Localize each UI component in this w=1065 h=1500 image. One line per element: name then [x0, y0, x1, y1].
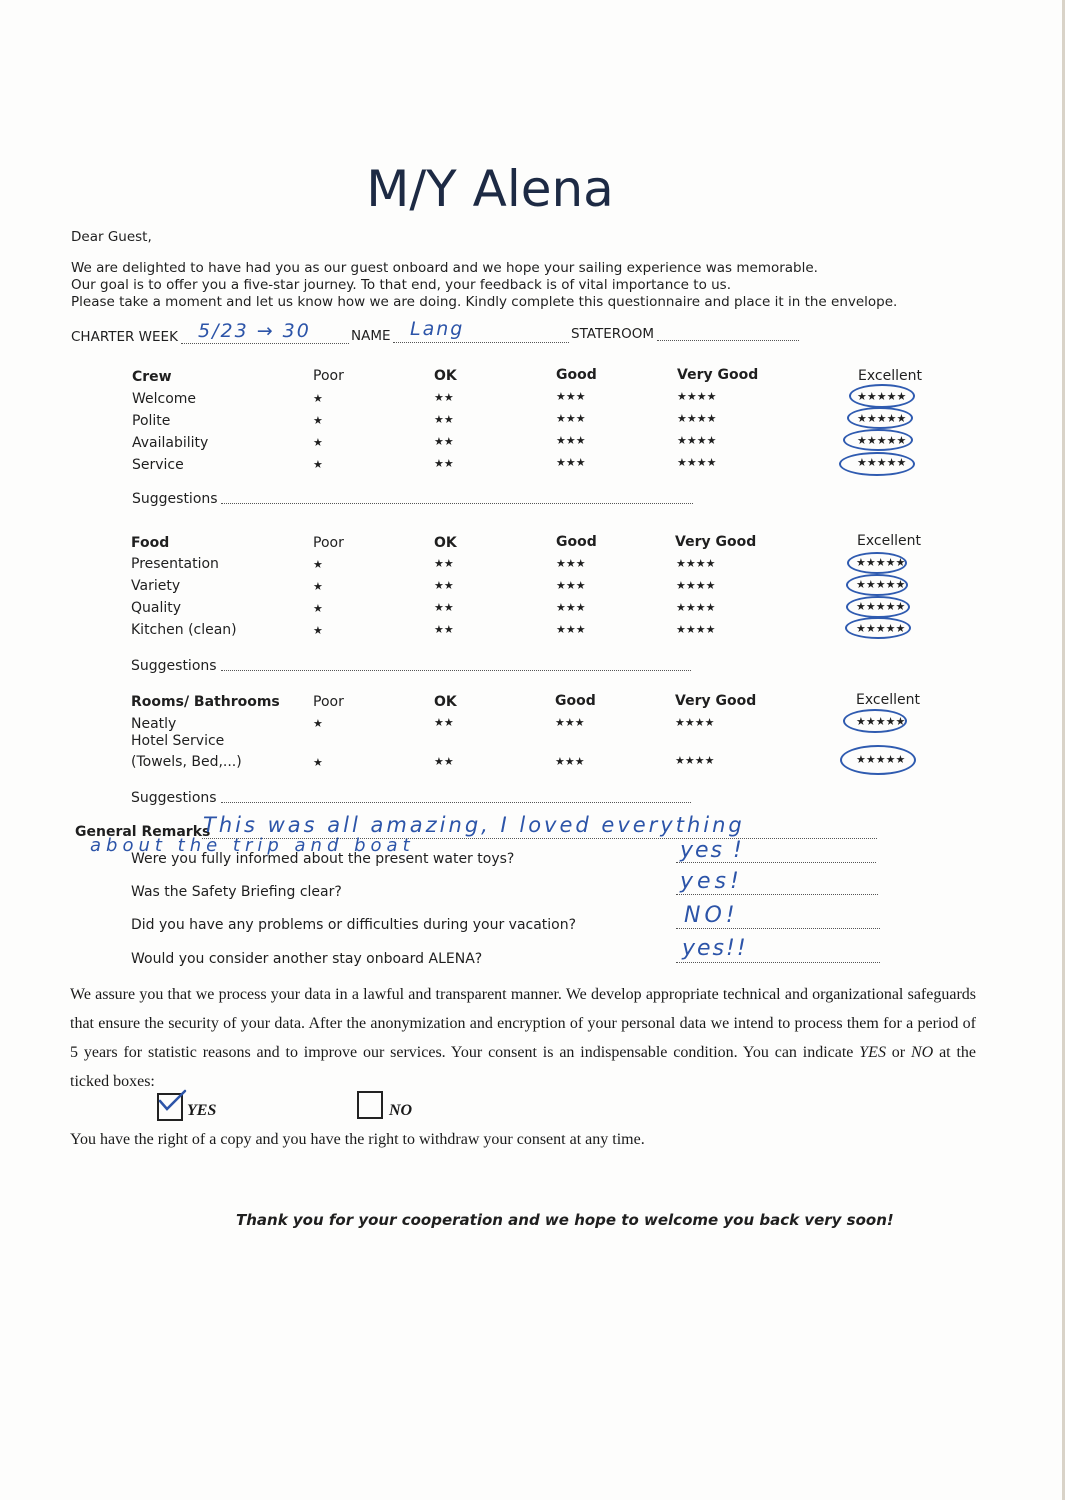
star-good[interactable]: ★★★ [555, 755, 585, 768]
rooms-suggestions-label: Suggestions [131, 790, 217, 806]
answer-line [676, 894, 878, 895]
question-problems: Did you have any problems or difficulties during your vacation? [131, 917, 577, 933]
crew-suggestions-label: Suggestions [132, 491, 218, 507]
col-excellent-header: Excellent [856, 692, 920, 708]
consent-no-label: NO [389, 1102, 413, 1119]
answer-another-stay-field[interactable]: yes!! [682, 936, 748, 961]
star-good[interactable]: ★★★ [556, 557, 586, 570]
answer-problems-field[interactable]: NO! [684, 903, 739, 928]
consent-text-2: at the ticked boxes: [70, 1044, 977, 1090]
name-label: NAME [351, 328, 391, 344]
answer-line [676, 962, 880, 963]
star-ok[interactable]: ★★ [434, 623, 454, 636]
col-excellent-header: Excellent [858, 368, 922, 384]
greeting: Dear Guest, [71, 229, 152, 245]
selected-rating-circle [845, 617, 911, 639]
star-verygood[interactable]: ★★★★ [676, 623, 716, 636]
star-ok[interactable]: ★★ [434, 579, 454, 592]
general-remarks-continuation: about the trip and boat [90, 835, 415, 856]
selected-rating-circle [843, 709, 907, 733]
selected-rating-circle [839, 452, 915, 476]
intro-line-3: Please take a moment and let us know how we are doing. Kindly complete this questionnaire and place it in the envelope. [71, 294, 898, 310]
col-excellent-header: Excellent [857, 533, 921, 549]
charter-week-field[interactable]: 5/23 → 30 [198, 320, 311, 342]
col-verygood-header: Very Good [675, 534, 757, 550]
col-poor-header: Poor [313, 694, 344, 710]
general-remarks-field[interactable]: This was all amazing, I loved everything [203, 813, 745, 837]
star-ok[interactable]: ★★ [434, 413, 454, 426]
intro-line-2: Our goal is to offer you a five-star journey. To that end, your feedback is of vital importance to us. [71, 277, 732, 293]
star-excellent[interactable]: ★★★★★ [856, 556, 906, 569]
selected-rating-circle [846, 596, 910, 618]
general-remarks-label: General Remarks [75, 824, 211, 840]
star-verygood[interactable]: ★★★★ [676, 579, 716, 592]
rooms-header: Rooms/ Bathrooms [131, 694, 280, 710]
col-poor-header: Poor [313, 368, 344, 384]
rooms-hotel-service-label: Hotel Service [131, 733, 225, 749]
data-consent-paragraph [70, 980, 976, 1096]
consent-yes-label: YES [187, 1102, 217, 1119]
crew-availability-label: Availability [132, 435, 209, 451]
star-poor[interactable]: ★ [313, 602, 323, 615]
star-good[interactable]: ★★★ [556, 390, 586, 403]
question-water-toys: Were you fully informed about the present water toys? [131, 851, 515, 867]
star-ok[interactable]: ★★ [434, 601, 454, 614]
star-poor[interactable]: ★ [313, 558, 323, 571]
crew-welcome-label: Welcome [132, 391, 197, 407]
answer-safety-briefing-field[interactable]: yes! [680, 869, 743, 894]
crew-header: Crew [132, 369, 172, 385]
star-ok[interactable]: ★★ [434, 457, 454, 470]
consent-no-word: NO [910, 1044, 934, 1061]
star-verygood[interactable]: ★★★★ [675, 754, 715, 767]
food-quality-label: Quality [131, 600, 182, 616]
star-excellent[interactable]: ★★★★★ [857, 434, 907, 447]
rooms-suggestions-field[interactable] [221, 802, 691, 803]
star-verygood[interactable]: ★★★★ [677, 390, 717, 403]
star-ok[interactable]: ★★ [434, 755, 454, 768]
food-kitchen-label: Kitchen (clean) [131, 622, 237, 638]
star-excellent[interactable]: ★★★★★ [856, 578, 906, 591]
star-poor[interactable]: ★ [313, 458, 323, 471]
col-ok-header: OK [434, 694, 457, 710]
selected-rating-circle [840, 745, 916, 775]
star-verygood[interactable]: ★★★★ [676, 601, 716, 614]
star-good[interactable]: ★★★ [556, 601, 586, 614]
answer-line [676, 928, 880, 929]
star-poor[interactable]: ★ [313, 392, 323, 405]
star-ok[interactable]: ★★ [434, 716, 454, 729]
rooms-neatly-label: Neatly [131, 716, 177, 732]
star-excellent[interactable]: ★★★★★ [856, 600, 906, 613]
food-presentation-label: Presentation [131, 556, 219, 572]
answer-water-toys-field[interactable]: yes ! [680, 838, 744, 863]
star-verygood[interactable]: ★★★★ [675, 716, 715, 729]
star-excellent[interactable]: ★★★★★ [856, 753, 906, 766]
checkmark-icon [157, 1089, 187, 1115]
star-good[interactable]: ★★★ [556, 456, 586, 469]
star-ok[interactable]: ★★ [434, 435, 454, 448]
star-verygood[interactable]: ★★★★ [677, 412, 717, 425]
star-poor[interactable]: ★ [313, 436, 323, 449]
star-good[interactable]: ★★★ [556, 623, 586, 636]
star-good[interactable]: ★★★ [556, 579, 586, 592]
consent-yes-checkbox[interactable] [157, 1093, 183, 1121]
star-excellent[interactable]: ★★★★★ [857, 390, 907, 403]
charter-week-line [181, 343, 349, 344]
consent-or-word: or [885, 1044, 911, 1061]
star-poor[interactable]: ★ [313, 756, 323, 769]
name-line [393, 342, 569, 343]
crew-suggestions-field[interactable] [221, 503, 693, 504]
star-good[interactable]: ★★★ [555, 716, 585, 729]
crew-polite-label: Polite [132, 413, 171, 429]
star-excellent[interactable]: ★★★★★ [856, 622, 906, 635]
stateroom-label: STATEROOM [571, 326, 655, 342]
star-excellent[interactable]: ★★★★★ [857, 412, 907, 425]
selected-rating-circle [846, 574, 908, 596]
star-excellent[interactable]: ★★★★★ [856, 715, 906, 728]
star-poor[interactable]: ★ [313, 717, 323, 730]
food-variety-label: Variety [131, 578, 181, 594]
col-verygood-header: Very Good [675, 693, 757, 709]
star-poor[interactable]: ★ [313, 414, 323, 427]
col-ok-header: OK [434, 368, 457, 384]
star-verygood[interactable]: ★★★★ [677, 456, 717, 469]
food-suggestions-field[interactable] [221, 670, 691, 671]
rooms-hotel-service-sublabel: (Towels, Bed,...) [131, 754, 242, 770]
selected-rating-circle [847, 407, 913, 429]
charter-week-label: CHARTER WEEK [71, 329, 178, 345]
question-safety-briefing: Was the Safety Briefing clear? [131, 884, 342, 900]
star-excellent[interactable]: ★★★★★ [857, 456, 907, 469]
star-verygood[interactable]: ★★★★ [677, 434, 717, 447]
col-good-header: Good [556, 534, 597, 550]
form-title: M/Y Alena [366, 160, 614, 218]
selected-rating-circle [843, 429, 913, 451]
stateroom-field[interactable] [657, 340, 799, 341]
col-ok-header: OK [434, 535, 457, 551]
star-good[interactable]: ★★★ [556, 434, 586, 447]
consent-yes-word: YES [859, 1044, 886, 1061]
col-poor-header: Poor [313, 535, 344, 551]
selected-rating-circle [847, 552, 907, 574]
food-header: Food [131, 535, 170, 551]
col-good-header: Good [556, 367, 597, 383]
star-verygood[interactable]: ★★★★ [676, 557, 716, 570]
star-ok[interactable]: ★★ [434, 557, 454, 570]
question-another-stay: Would you consider another stay onboard ALENA? [131, 951, 483, 967]
consent-no-checkbox[interactable] [357, 1091, 383, 1119]
food-suggestions-label: Suggestions [131, 658, 217, 674]
star-poor[interactable]: ★ [313, 580, 323, 593]
rights-statement: You have the right of a copy and you have the right to withdraw your consent at any time. [70, 1131, 645, 1148]
selected-rating-circle [849, 384, 915, 408]
closing-message: Thank you for your cooperation and we hope to welcome you back very soon! [236, 1211, 894, 1229]
star-good[interactable]: ★★★ [556, 412, 586, 425]
consent-text-1: We assure you that we process your data in a lawful and transparent manner. We develop appropriate technical and organizational safeguards that ensure the security of your data. After the anonymization and encryption of your personal data we intend to process them for a period of 5 years for statistic reasons and to improve our services. Your consent is an indispensable condition. You can indicate [70, 986, 976, 1061]
intro-line-1: We are delighted to have had you as our guest onboard and we hope your sailing experience was memorable. [71, 260, 818, 276]
col-verygood-header: Very Good [677, 367, 759, 383]
star-poor[interactable]: ★ [313, 624, 323, 637]
star-ok[interactable]: ★★ [434, 391, 454, 404]
name-field[interactable]: Lang [410, 318, 465, 340]
col-good-header: Good [555, 693, 596, 709]
crew-service-label: Service [132, 457, 184, 473]
